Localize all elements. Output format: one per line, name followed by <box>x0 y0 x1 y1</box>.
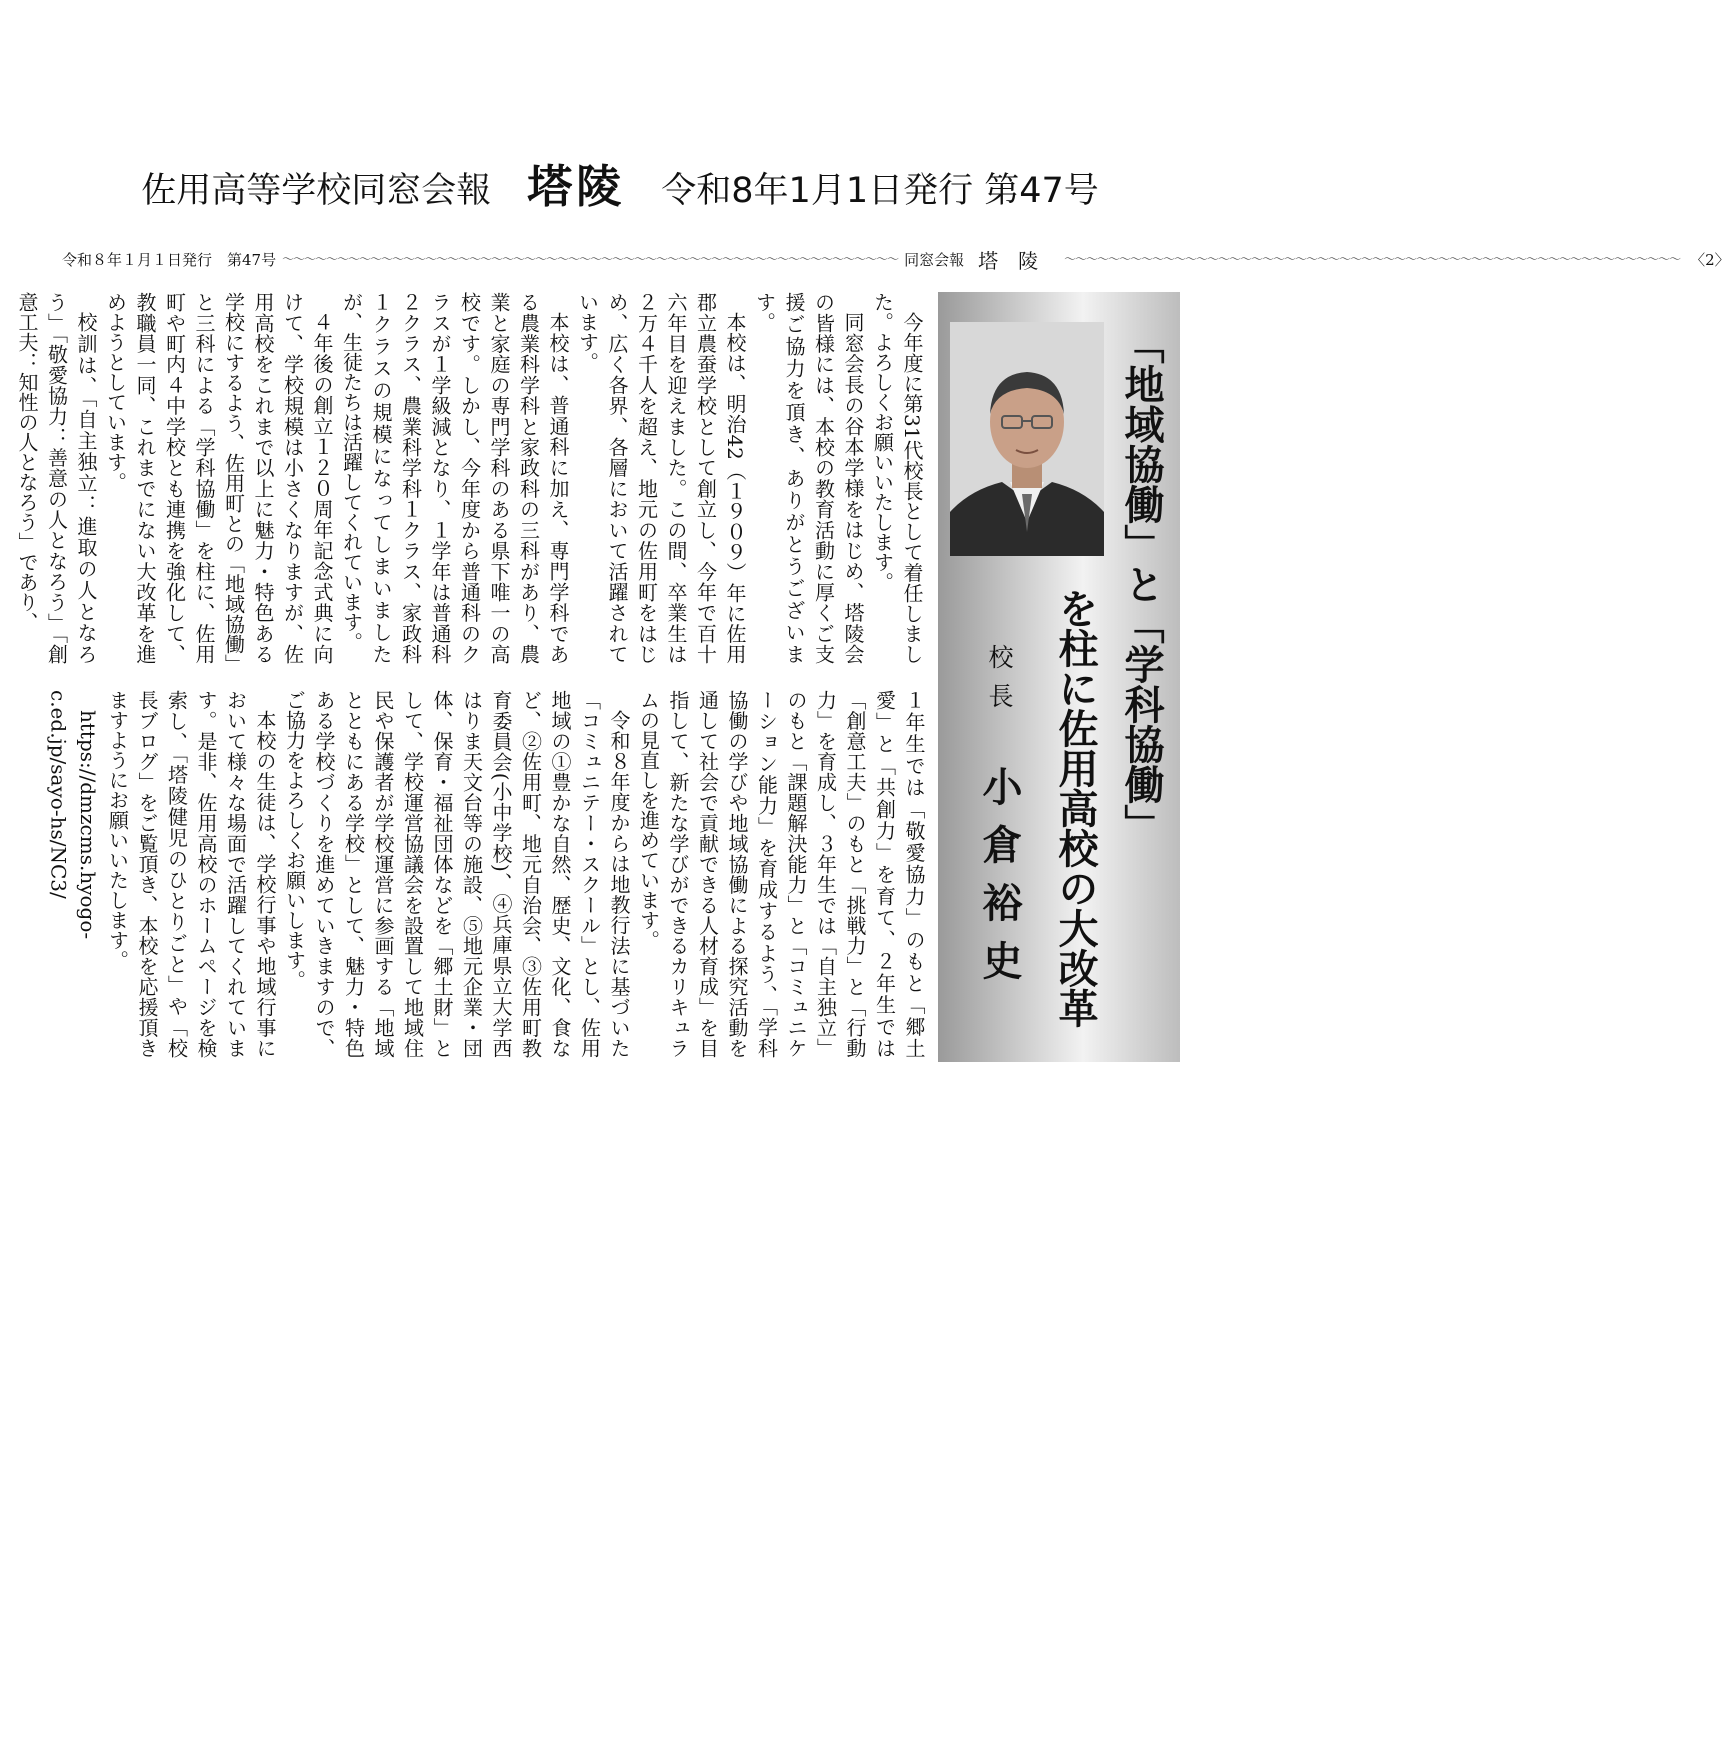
paragraph: 本校は、明治42（１９０９）年に佐用郡立農蚕学校として創立し、今年で百十六年目を迎えました。この間、卒業生は２万４千人を超え、地元の佐用町をはじめ、広く各界、各層において活躍されています。 <box>575 292 747 664</box>
wave-divider: 〜〜〜〜〜〜〜〜〜〜〜〜〜〜〜〜〜〜〜〜〜〜〜〜〜〜〜〜〜〜〜〜〜〜〜〜〜〜〜〜〜〜〜〜〜〜〜〜〜〜〜〜〜〜〜〜 <box>1064 252 1681 266</box>
paragraph: 本校の生徒は、学校行事や地域行事において様々な場面で活躍してくれています。是非、佐用高校のホームページを検索し、「塔陵健児のひとりごと」や「校長ブログ」をご覧頂き、本校を応援頂きますようにお願いいたします。 <box>105 690 277 1058</box>
newsletter-name: 佐用高等学校同窓会報 <box>141 171 492 211</box>
issue-info: 令和8年1月1日発行 第47号 <box>661 171 1099 211</box>
article-headline-sub: を柱に佐用高校の大改革 <box>1052 588 1098 1028</box>
running-header-date: 令和８年１月１日発行 第47号 <box>62 250 277 269</box>
article-body-top <box>15 292 926 664</box>
running-header <box>62 247 1730 273</box>
author-name: 小倉裕史 <box>976 766 1022 998</box>
paragraph: 同窓会長の谷本学様をはじめ、塔陵会の皆様には、本校の教育活動に厚くご支援ご協力を頂き、ありがとうございます。 <box>752 292 865 664</box>
running-header-paper-title: 塔陵 <box>978 248 1059 273</box>
masthead <box>60 150 1180 213</box>
wave-divider: 〜〜〜〜〜〜〜〜〜〜〜〜〜〜〜〜〜〜〜〜〜〜〜〜〜〜〜〜〜〜〜〜〜〜〜〜〜〜〜〜〜〜〜〜〜〜〜〜〜〜〜〜〜〜〜〜 <box>282 252 899 266</box>
article-headline-main: 「地域協働」と「学科協働」 <box>1118 324 1164 844</box>
author-role: 校長 <box>985 644 1014 722</box>
headline-box <box>938 292 1180 1062</box>
principal-portrait-icon <box>950 322 1104 556</box>
article-body-bottom <box>46 690 928 1058</box>
school-url: https://dmzcms.hyogo-c.ed.jp/sayo-hs/NC3/ <box>46 690 100 940</box>
paragraph: １年生では「敬愛協力」のもと「郷土愛」と「共創力」を育て、２年生では「創意工夫」のもと「挑戦力」と「行動力」を育成し、３年生では「自主独立」のもと「課題解決能力」と「コミュニケーション能力」を育成するよう、「学科協働の学びや地域協働による探究活動を通して社会で貢献できる人材育成」を目指して、新たな学びができるカリキュラムの見直しを進めています。 <box>636 690 926 1058</box>
newsletter-title: 塔陵 <box>527 160 626 213</box>
page-number: 〈2〉 <box>1690 250 1730 269</box>
paragraph: 校訓は、「自主独立：進取の人となろう」「敬愛協力：善意の人となろう」「創意工夫：知性の人となろう」であり、 <box>15 292 98 664</box>
paragraph: 本校は、普通科に加え、専門学科である農業科学科と家政科の三科があり、農業と家庭の専門学科のある県下唯一の高校です。しかし、今年度から普通科のクラスが１学級減となり、１学年は普通科２クラス、農業科学科１クラス、家政科１クラスの規模になってしまいましたが、生徒たちは活躍してくれています。 <box>339 292 570 664</box>
paragraph: 令和８年度からは地教行法に基づいた「コミュニテー・スクール」とし、佐用地域の①豊かな自然、歴史、文化、食など、②佐用町、地元自治会、③佐用町教育委員会(小中学校)、④兵庫県立大学西はりま天文台等の施設、⑤地元企業・団体、保育・福祉団体などを「郷土財」として、学校運営協議会を設置して地域住民や保護者が学校運営に参画する「地域とともにある学校」として、魅力・特色ある学校づくりを進めていきますので、ご協力をよろしくお願いします。 <box>282 690 631 1058</box>
paragraph: 今年度に第31代校長として着任しました。よろしくお願いいたします。 <box>870 292 924 664</box>
paragraph: ４年後の創立１２０周年記念式典に向けて、学校規模は小さくなりますが、佐用高校をこれまで以上に魅力・特色ある学校にするよう、佐用町との「地域協働」と三科による「学科協働」を柱に、佐用町や町内４中学校とも連携を強化して、教職員一同、これまでにない大改革を進めようとしています。 <box>103 292 334 664</box>
running-header-paper-name: 同窓会報 <box>904 250 965 269</box>
